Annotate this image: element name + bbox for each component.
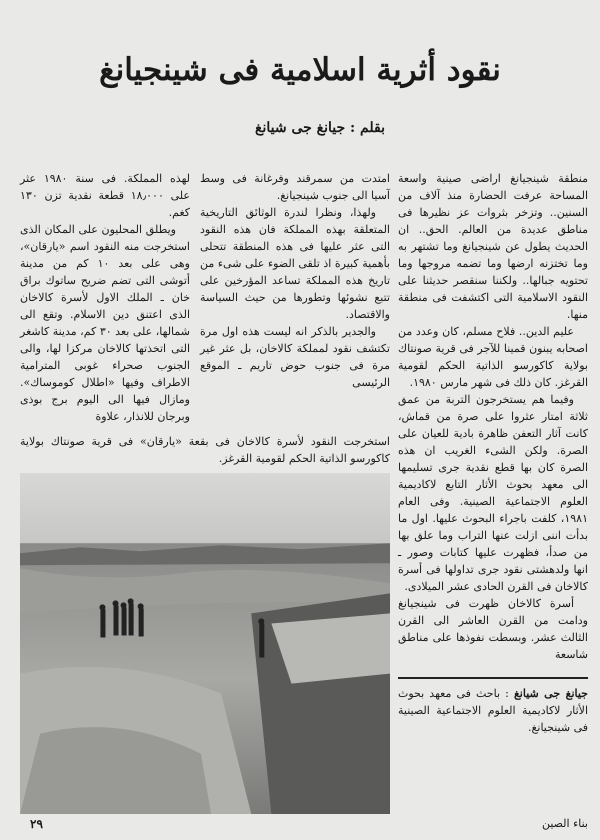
left-column xyxy=(20,170,190,425)
photo-caption: استخرجت النقود لأسرة كالاخان فى بقعة «يارقان» فى قرية صونتاك بولاية كاكورسو الذاتية الحكم لقومية القرغز. xyxy=(20,435,390,465)
paragraph: أسرة كالاخان ظهرت فى شينجيانغ ودامت من القرن العاشر الى القرن الثالث عشر. وبسطت نفوذها على مناطق شاسعة xyxy=(398,597,588,661)
footnote-text: : باحث فى معهد بحوث الأثار لاكاديمية العلوم الاجتماعية الصينية فى شينجيانغ. xyxy=(398,687,588,734)
paragraph: وفيما هم يستخرجون التربة من عمق ثلاثة امتار عثروا على صرة من قماش، كانت آثار التعفن ظاهرة بادية للعيان على الصرة. ولكن الشىء الغريب ان هذه الصرة كان بها قطع نقدية جرى تسليمها الى معهد بحوث الأثار التابع لاكاديمية العلوم الاجتماعية الصينية. وفى العام ١٩٨١، كلفت باجراء البحوث عليها. اول ما بدأت اننى ازلت عنها التراب وما علق بها من صدأ، فظهرت عليها كتابات وصور ـ انها ولدهشتى نقود جرى تداولها فى أسرة كالاخان فى القرن الحادى عشر الميلادى. xyxy=(398,393,588,593)
footnote-author-name: جيانغ جى شيانغ xyxy=(513,687,588,700)
middle-column xyxy=(200,170,390,391)
page-number: ٢٩ xyxy=(30,817,43,831)
article-byline: بقلم : جيانغ جى شيانغ xyxy=(255,120,385,136)
footnote-divider xyxy=(398,677,588,679)
paragraph: لهذه المملكة. فى سنة ١٩٨٠ عثر على ١٨٫٠٠٠ قطعة نقدية تزن ١٣٠ كغم. xyxy=(20,172,190,219)
paragraph: والجدير بالذكر انه ليست هذه اول مرة تكتشف نقود لمملكة كالاخان، بل عثر غير مرة فى جنوب حوض تاريم ـ الموقع الرئيسى xyxy=(200,325,390,389)
left-side xyxy=(20,170,390,832)
paragraph: ويطلق المحليون على المكان الذى استخرجت منه النقود اسم «يارقان»، وهى على بعد ١٠ كم من مدينة أتوشى التى تضم ضريح ساتوك براق خان ـ الملك الاول لأسرة كالاخان الذى اعتنق دين الاسلام. وتقع الى شمالها، على بعد ٣٠ كم، مدينة كاشغر التى اتخذتها كالاخان مركزا لها، والى الجنوب صحراء غوبى المترامية الاطراف وفيها «اطلال كوموساك». ومازال فيها الى اليوم برج بوذى وبرجان للانذار، علاوة xyxy=(20,223,190,423)
paragraph: منطقة شينجيانغ اراضى صينية واسعة المساحة عرفت الحضارة منذ آلاف من السنين.. وتزخر بثروات عز نظيرها فى مناطق عديدة من العالم. الحق.. ان الحديث يطول عن شينجيانغ وما تشتهر به وما تختزنه ارضها وما تضمه مروجها وما تحتويه جبالها.. ولكننا سنقصر حديثنا على النقود الاسلامية التى اكتشفت فى منطقة منها. xyxy=(398,172,588,321)
right-side xyxy=(398,170,588,832)
article-title: نقود أثرية اسلامية فى شينجيانغ xyxy=(99,52,501,88)
paragraph: امتدت من سمرقند وفرغانة فى وسط آسيا الى جنوب شينجيانغ. xyxy=(200,172,390,202)
paragraph: عليم الدين.. فلاح مسلم، كان وعدد من اصحابه يبنون قمينا للآجر فى قرية صونتاك بولاية كاكورسو الذاتية الحكم لقومية القرغز. كان ذلك فى شهر مارس ١٩٨٠. xyxy=(398,325,588,389)
paragraph: ولهذا، ونظرا لندرة الوثائق التاريخية المتعلقة بهذه المملكة فان هذه النقود التى عثر عليها فى هذه المنطقة تتحلى بأهمية كبيرة اذ تلقى الضوء على شىء من تاريخ هذه المملكة تساعد المؤرخين على تتبع نشوئها وتطورها من حيث السياسة والاقتصاد. xyxy=(200,206,390,321)
magazine-name: بناء الصين xyxy=(541,817,588,830)
author-footnote xyxy=(398,685,588,736)
right-column xyxy=(398,170,588,663)
excavation-site-photo xyxy=(20,473,390,814)
